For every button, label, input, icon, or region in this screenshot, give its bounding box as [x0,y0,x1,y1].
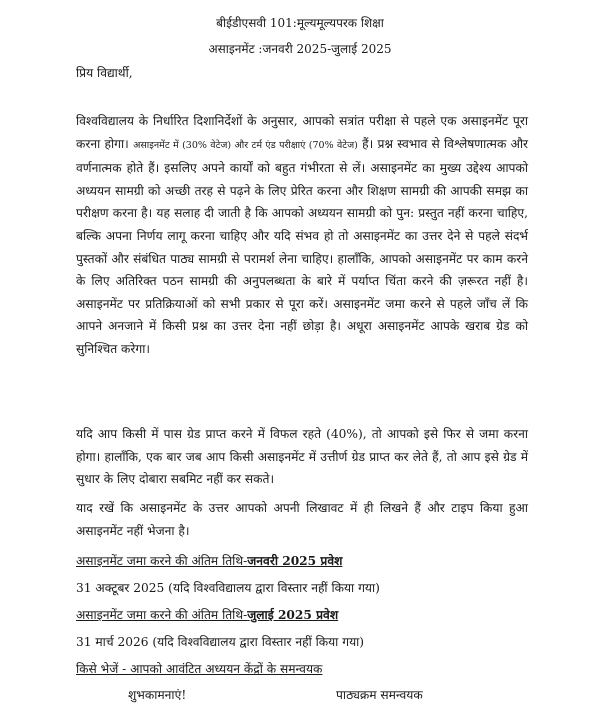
deadline-january-label: असाइनमेंट जमा करने की अंतिम तिथि-जनवरी 2025 प्रवेश [76,554,343,568]
deadline-january-date: 31 अक्टूबर 2025 (यदि विश्वविद्यालय द्वारा विस्तार नहीं किया गया) [76,581,380,595]
instructions-body: हैं। प्रश्न स्वभाव से विश्लेषणात्मक और वर्णनात्मक होते हैं। इसलिए अपने कार्यों को बहुत गंभीरता से लें। असाइनमेंट का मुख्य उद्देश्य आपको अध्ययन सामग्री को अच्छी तरह से पढ़ने के लिए प्रेरित करना और शिक्षण सामग्री की आपकी समझ का परीक्षण करना है। यह सलाह दी जाती है कि आपको अध्ययन सामग्री को पुन: प्रस्तुत नहीं करना चाहिए, बल्कि अपना निर्णय लागू करना चाहिए और यदि संभव हो तो असाइनमेंट का उत्तर देने से पहले संदर्भ पुस्तकों और संबंधित पाठ्य सामग्री से परामर्श लेना चाहिए। हालाँकि, आपको असाइनमेंट पर काम करने के लिए अतिरिक्त पठन सामग्री की अनुपलब्धता के बारे में पर्याप्त चिंता करने की ज़रूरत नहीं है। असाइनमेंट पर प्रतिक्रियाओं को सभी प्रकार से पूरा करें। असाइनमेंट जमा करने से पहले जाँच लें कि आपने अनजाने में किसी प्रश्न का उत्तर देना नहीं छोड़ा है। अधूरा असाइनमेंट आपके खराब ग्रेड को सुनिश्चित करेगा। [76,136,529,356]
closing-greeting: शुभकामनाएं! [128,688,187,702]
deadline-july-date: 31 मार्च 2026 (यदि विश्वविद्यालय द्वारा विस्तार नहीं किया गया) [76,635,365,649]
pass-grade-paragraph: यदि आप किसी में पास ग्रेड प्राप्त करने में विफल रहते (40%), तो आपको इसे फिर से जमा करना होगा। हालाँकि, एक बार जब आप किसी असाइनमेंट में उत्तीर्ण ग्रेड प्राप्त कर लेते हैं, तो आप इसे ग्रेड में सुधार के लिए दोबारा सबमिट नहीं कर सकते। [76,427,528,487]
weightage-note: असाइनमेंट में (30% वेटेज) और टर्म एंड परीक्षाएं (70% वेटेज) [133,139,358,151]
deadline-january [76,552,342,569]
deadline-july [76,606,338,623]
document-subtitle: असाइनमेंट :जनवरी 2025-जुलाई 2025 [208,42,392,56]
handwriting-paragraph: याद रखें कि असाइनमेंट के उत्तर आपको अपनी लिखावट में ही लिखने हैं और टाइप किया हुआ असाइनमेंट नहीं भेजना है। [76,501,528,538]
closing-signatory: पाठ्यक्रम समन्वयक [336,688,423,702]
send-to-note: किसे भेजें - आपको आवंटित अध्ययन केंद्रों के समन्वयक [76,662,323,676]
salutation: प्रिय विद्यार्थी, [76,66,133,80]
deadline-july-label: असाइनमेंट जमा करने की अंतिम तिथि-जुलाई 2025 प्रवेश [76,608,339,622]
instructions-paragraph [76,110,528,361]
document-title: बीईडीएसवी 101:मूल्यमूल्यपरक शिक्षा [216,16,384,30]
instructions-intro: विश्वविद्यालय के निर्धारित दिशानिर्देशों के अनुसार, आपको सत्रांत परीक्षा से पहले एक असाइनमेंट पूरा करना होगा। [76,114,528,151]
